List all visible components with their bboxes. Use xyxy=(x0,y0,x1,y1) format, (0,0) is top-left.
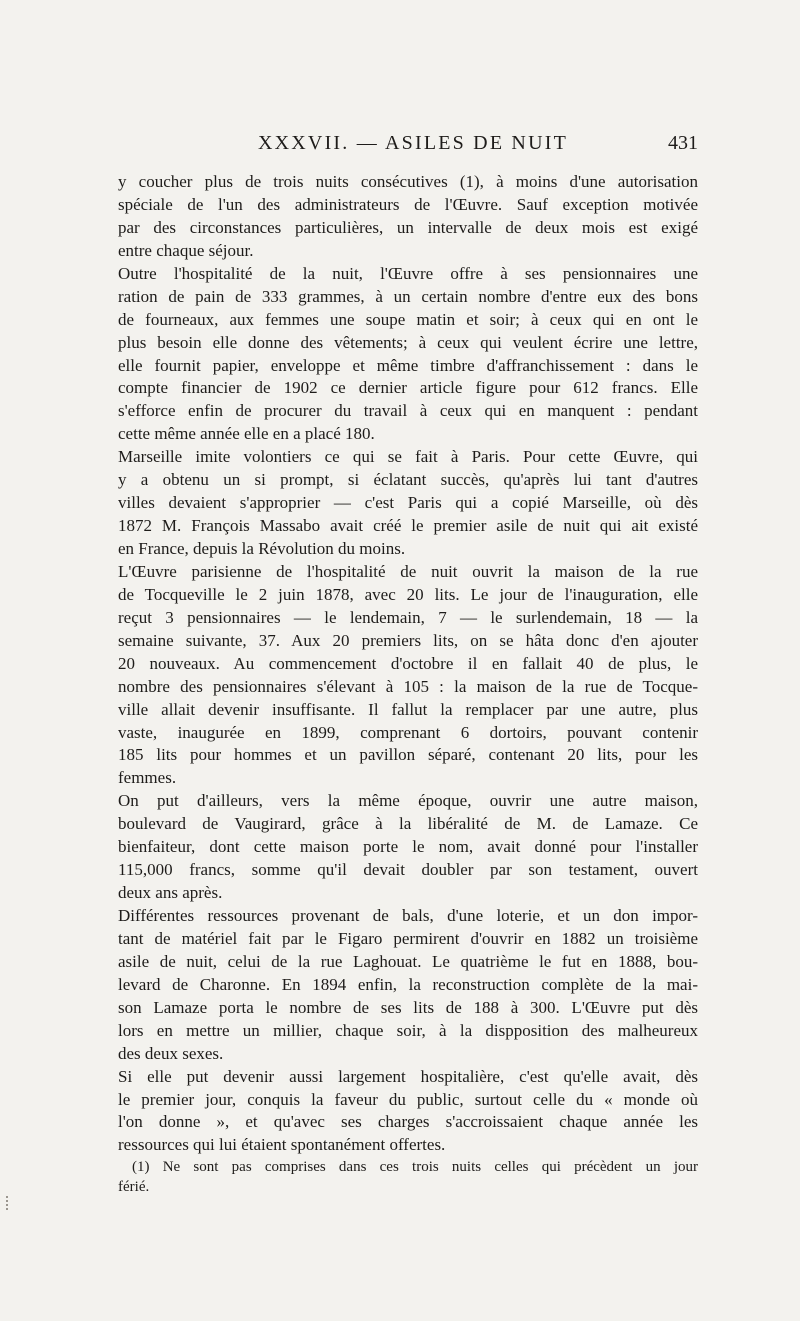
text-line: de Tocqueville le 2 juin 1878, avec 20 lits. Le jour de l'inauguration, elle xyxy=(118,584,698,604)
text-line: semaine suivante, 37. Aux 20 premiers lits, on se hâta donc d'en ajouter xyxy=(118,630,698,650)
running-head xyxy=(118,132,698,158)
text-line: Si elle put devenir aussi largement hospitalière, c'est qu'elle avait, dès xyxy=(118,1066,698,1086)
text-line: spéciale de l'un des administrateurs de l'Œuvre. Sauf exception motivée xyxy=(118,194,698,214)
text-line: ville allait devenir insuffisante. Il fallut la remplacer par une autre, plus xyxy=(118,699,698,719)
text-line: cette même année elle en a placé 180. xyxy=(118,424,375,444)
text-line: 20 nouveaux. Au commencement d'octobre il en fallait 40 de plus, le xyxy=(118,653,698,673)
chapter-heading: XXXVII. — ASILES DE NUIT xyxy=(258,132,568,154)
text-line: levard de Charonne. En 1894 enfin, la reconstruction complète de la mai- xyxy=(118,974,698,994)
text-line: s'efforce enfin de procurer du travail à ceux qui en manquent : pendant xyxy=(118,401,698,421)
text-line: l'on donne », et qu'avec ses charges s'accroissaient chaque année les xyxy=(118,1112,698,1132)
text-line: 185 lits pour hommes et un pavillon séparé, contenant 20 lits, pour les xyxy=(118,745,698,765)
text-line: bienfaiteur, dont cette maison porte le nom, avait donné pour l'installer xyxy=(118,837,698,857)
text-line: boulevard de Vaugirard, grâce à la libéralité de M. de Lamaze. Ce xyxy=(118,814,698,834)
text-line: vaste, inaugurée en 1899, comprenant 6 dortoirs, pouvant contenir xyxy=(118,722,698,742)
text-line: elle fournit papier, enveloppe et même timbre d'affranchissement : dans le xyxy=(118,355,698,375)
text-line: Outre l'hospitalité de la nuit, l'Œuvre offre à ses pensionnaires une xyxy=(118,263,698,283)
text-line: L'Œuvre parisienne de l'hospitalité de nuit ouvrit la maison de la rue xyxy=(118,561,698,581)
text-line: ration de pain de 333 grammes, à un certain nombre d'entre eux des bons xyxy=(118,286,698,306)
margin-mark xyxy=(6,1196,8,1210)
text-line: deux ans après. xyxy=(118,883,223,903)
text-line: par des circonstances particulières, un intervalle de deux mois est exigé xyxy=(118,217,698,237)
text-line: lors en mettre un millier, chaque soir, à la dispposition des malheureux xyxy=(118,1020,698,1040)
text-line: reçut 3 pensionnaires — le lendemain, 7 — le surlendemain, 18 — la xyxy=(118,607,698,627)
text-line: de fourneaux, aux femmes une soupe matin et soir; à ceux qui en ont le xyxy=(118,309,698,329)
footnote xyxy=(118,1157,698,1197)
footnote-line: (1) Ne sont pas comprises dans ces trois nuits celles qui précèdent un jour xyxy=(132,1159,698,1175)
text-line: On put d'ailleurs, vers la même époque, ouvrir une autre maison, xyxy=(118,791,698,811)
text-line: le premier jour, conquis la faveur du public, surtout celle du « monde où xyxy=(118,1089,698,1109)
text-line: villes devaient s'approprier — c'est Paris qui a copié Marseille, où dès xyxy=(118,493,698,513)
text-line: tant de matériel fait par le Figaro permirent d'ouvrir en 1882 un troisième xyxy=(118,928,698,948)
text-line: en France, depuis la Révolution du moins. xyxy=(118,539,406,558)
text-line: 115,000 francs, somme qu'il devait doubler par son testament, ouvert xyxy=(118,860,698,880)
text-line: Marseille imite volontiers ce qui se fait à Paris. Pour cette Œuvre, qui xyxy=(118,447,698,467)
text-line: 1872 M. François Massabo avait créé le premier asile de nuit qui ait existé xyxy=(118,516,698,536)
text-line: ressources qui lui étaient spontanément offertes. xyxy=(118,1135,446,1155)
text-line: y coucher plus de trois nuits consécutives (1), à moins d'une autorisation xyxy=(118,172,698,191)
text-line: femmes. xyxy=(118,768,177,788)
body-text xyxy=(118,171,698,1157)
text-line: son Lamaze porta le nombre de ses lits de 188 à 300. L'Œuvre put dès xyxy=(118,997,698,1017)
text-line: y a obtenu un si prompt, si éclatant succès, qu'après lui tant d'autres xyxy=(118,470,698,490)
page-number: 431 xyxy=(668,132,698,154)
text-line: Différentes ressources provenant de bals, d'une loterie, et un don impor- xyxy=(118,906,698,925)
text-line: entre chaque séjour. xyxy=(118,240,254,260)
text-line: compte financier de 1902 ce dernier article figure pour 612 francs. Elle xyxy=(118,378,698,398)
text-line: plus besoin elle donne des vêtements; à ceux qui veulent écrire une lettre, xyxy=(118,332,698,352)
text-line: nombre des pensionnaires s'élevant à 105 : la maison de la rue de Tocque- xyxy=(118,676,698,696)
text-line: asile de nuit, celui de la rue Laghouat. Le quatrième le fut en 1888, bou- xyxy=(118,951,698,971)
footnote-line: férié. xyxy=(118,1179,150,1195)
text-line: des deux sexes. xyxy=(118,1043,224,1063)
